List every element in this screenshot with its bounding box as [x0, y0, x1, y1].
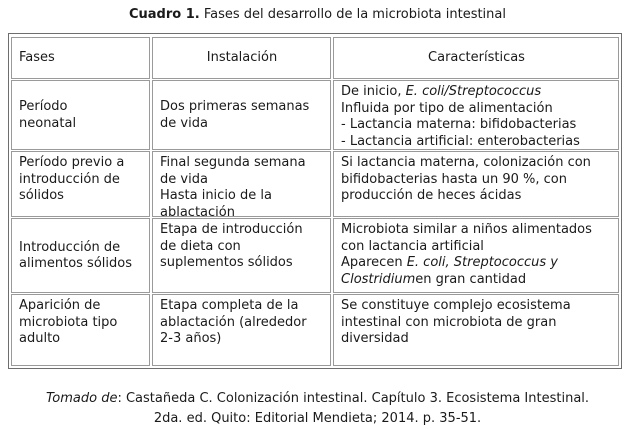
source-footnote	[0, 389, 635, 428]
row4-caracteristicas: Se constituye complejo ecosistema intestinal con microbiota de gran diversidad	[333, 294, 619, 366]
row2-fase: Período previo a introducción de sólidos	[11, 151, 150, 217]
caption-text: Fases del desarrollo de la microbiota intestinal	[199, 7, 506, 22]
header-fases: Fases	[11, 37, 150, 79]
footnote-line2: 2da. ed. Quito: Editorial Mendieta; 2014. p. 35-51.	[153, 410, 482, 426]
row4-fase: Aparición de microbiota tipo adulto	[11, 294, 150, 366]
row4-instalacion: Etapa completa de la ablactación (alrededor 2-3 años)	[152, 294, 331, 366]
row2-caracteristicas: Si lactancia materna, colonización con bifidobacterias hasta un 90 %, con producción de heces ácidas	[333, 151, 619, 217]
row2-instalacion: Final segunda semana de vida Hasta inicio de la ablactación	[152, 151, 331, 217]
caption-label: Cuadro 1.	[128, 7, 200, 22]
footnote-italic: Tomado de	[45, 391, 118, 406]
row1-fase: Período neonatal	[11, 80, 150, 150]
table-caption	[0, 7, 635, 23]
row3-fase: Introducción de alimentos sólidos	[11, 218, 150, 293]
footnote-line1: : Castañeda C. Colonización intestinal. Capítulo 3. Ecosistema Intestinal.	[117, 391, 590, 406]
header-instalacion: Instalación	[152, 37, 331, 79]
row3-instalacion: Etapa de introducción de dieta con suplementos sólidos	[152, 218, 331, 293]
header-caracteristicas: Características	[333, 37, 619, 79]
row3-caracteristicas: Microbiota similar a niños alimentados con lactancia artificial Aparecen E. coli, Streptococcus y Clostridiumen gran cantidad	[333, 218, 619, 293]
row1-instalacion: Dos primeras semanas de vida	[152, 80, 331, 150]
row1-caracteristicas: De inicio, E. coli/Streptococcus Influida por tipo de alimentación - Lactancia materna: bifidobacterias - Lactancia artificial: enterobacterias	[333, 80, 619, 150]
